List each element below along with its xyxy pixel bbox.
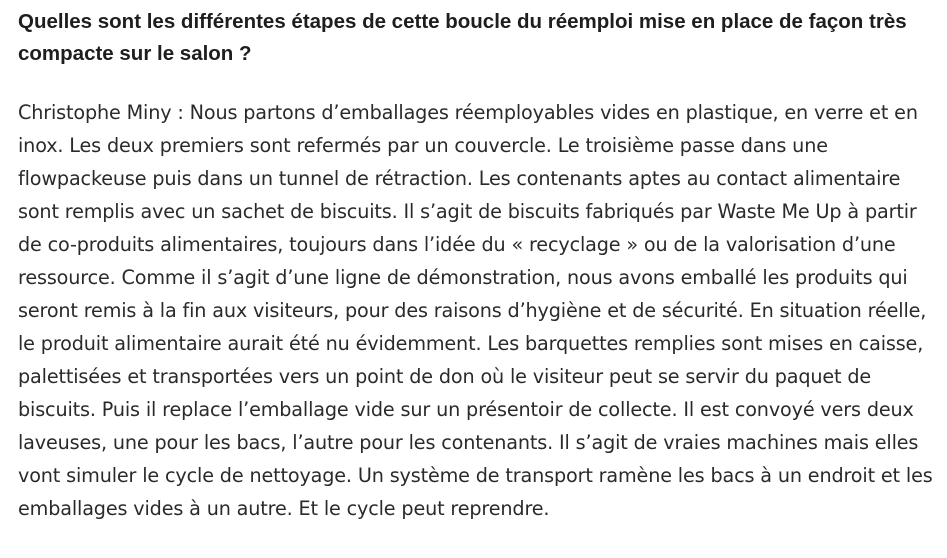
interview-answer: Christophe Miny : Nous partons d’emballages réemployables vides en plastique, en verre et en inox. Les deux premiers sont refermés par un couvercle. Le troisième passe dans une flowpackeuse puis dans un tunnel de rétraction. Les contenants aptes au contact alimentaire sont remplis avec un sachet de biscuits. Il s’agit de biscuits fabriqués par Waste Me Up à partir de co-produits alimentaires, toujours dans l’idée du « recyclage » ou de la valorisation d’une ressource. Comme il s’agit d’une ligne de démonstration, nous avons emballé les produits qui seront remis à la fin aux visiteurs, pour des raisons d’hygiène et de sécurité. En situation réelle, le produit alimentaire aurait été nu évidemment. Les barquettes remplies sont mises en caisse, palettisées et transportées vers un point de don où le visiteur peut se servir du paquet de biscuits. Puis il replace l’emballage vide sur un présentoir de collecte. Il est convoyé vers deux laveuses, une pour les bacs, l’autre pour les contenants. Il s’agit de vraies machines mais elles vont simuler le cycle de nettoyage. Un système de transport ramène les bacs à un endroit et les emballages vides à un autre. Et le cycle peut reprendre. [18,101,933,520]
article-body [18,6,933,525]
interview-question: Quelles sont les différentes étapes de cette boucle du réemploi mise en place de façon très compacte sur le salon ? [18,10,907,65]
